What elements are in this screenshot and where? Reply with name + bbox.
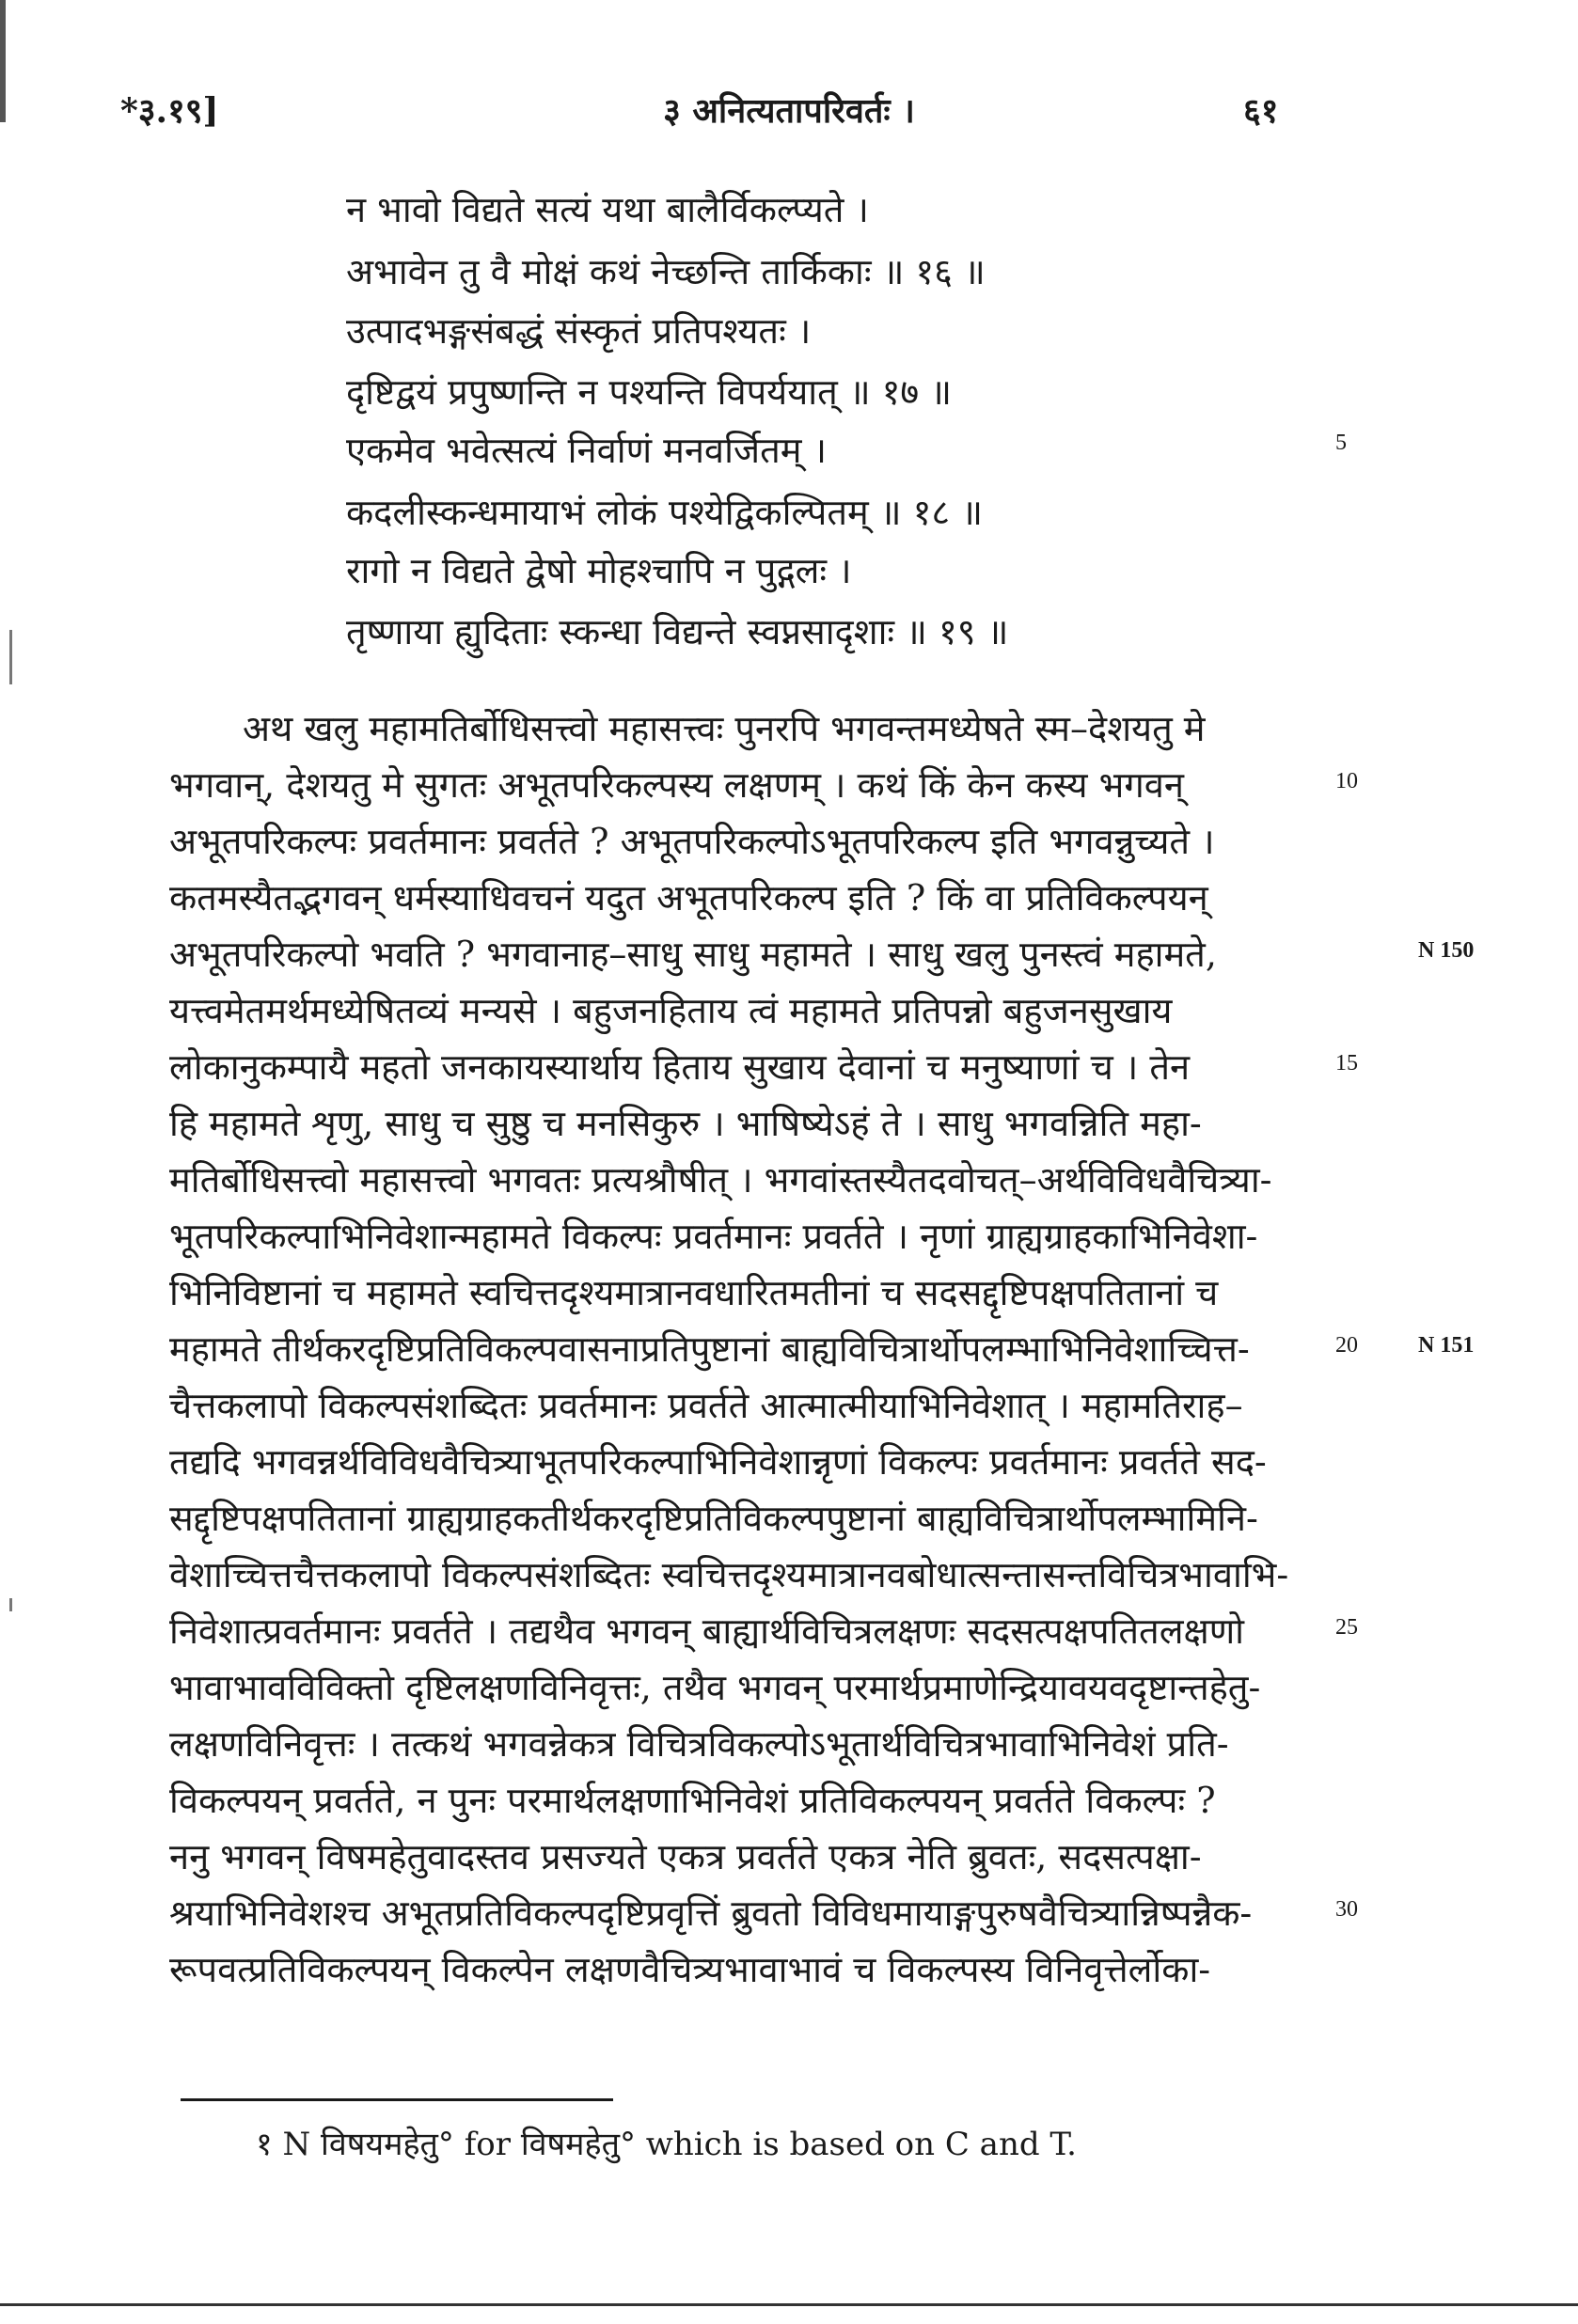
prose-line: वेशाच्चित्तचैत्तकलापो विकल्पसंशब्दितः स्वचित्तदृश्यमात्रानवबोधात्सन्तासन्तविचित्रभावाभि-	[169, 1554, 1289, 1595]
prose-line: तद्यदि भगवन्नर्थविविधवैचित्र्याभूतपरिकल्पाभिनिवेशान्नृणां विकल्पः प्रवर्तमानः प्रवर्तते सद-	[169, 1441, 1267, 1483]
prose-line: अभूतपरिकल्पः प्रवर्तमानः प्रवर्तते ? अभूतपरिकल्पोऽभूतपरिकल्प इति भगवन्नुच्यते ।	[169, 821, 1215, 862]
prose-line: मतिर्बोधिसत्त्वो महासत्त्वो भगवतः प्रत्यश्रौषीत् । भगवांस्तस्यैतदवोचत्–अर्थविविधवैचित्र्या-	[169, 1159, 1272, 1201]
prose-line: अथ खलु महामतिर्बोधिसत्त्वो महासत्त्वः पुनरपि भगवन्तमध्येषते स्म–देशयतु मे	[243, 708, 1206, 749]
prose-line: लोकानुकम्पायै महतो जनकायस्यार्थाय हिताय सुखाय देवानां च मनुष्याणां च । तेन	[169, 1046, 1191, 1088]
prose-line: भगवान्, देशयतु मे सुगतः अभूतपरिकल्पस्य लक्षणम् । कथं किं केन कस्य भगवन्	[169, 764, 1184, 806]
scan-edge-tick	[9, 1598, 12, 1611]
prose-line: यत्त्वमेतमर्थमध्येषितव्यं मन्यसे । बहुजनहिताय त्वं महामते प्रतिपन्नो बहुजनसुखाय	[169, 990, 1173, 1031]
verse-line: न भावो विद्यते सत्यं यथा बालैर्विकल्प्यते ।	[346, 189, 869, 230]
prose-line: विकल्पयन् प्रवर्तते, न पुनः परमार्थलक्षणाभिनिवेशं प्रतिविकल्पयन् प्रवर्तते विकल्पः ?	[169, 1780, 1216, 1821]
chapter-title: ३ अनित्यतापरिवर्तः ।	[663, 91, 915, 131]
prose-line: अभूतपरिकल्पो भवति ? भगवानाह–साधु साधु महामते । साधु खलु पुनस्त्वं महामते,	[169, 934, 1217, 975]
prose-line: श्रयाभिनिवेशश्च अभूतप्रतिविकल्पदृष्टिप्रवृत्तिं ब्रुवतो विविधमायाङ्गपुरुषवैचित्र्यान्निष्पन्नैक-	[169, 1892, 1253, 1934]
prose-line: ननु भगवन् विषमहेतुवादस्तव प्रसज्यते एकत्र प्रवर्तते एकत्र नेति ब्रुवतः, सदसत्पक्षा-	[169, 1836, 1202, 1877]
prose-line: भूतपरिकल्पाभिनिवेशान्महामते विकल्पः प्रवर्तमानः प्रवर्तते । नृणां ग्राह्यग्राहकाभिनिवेशा-	[169, 1216, 1258, 1257]
verse-line: एकमेव भवेत्सत्यं निर्वाणं मनवर्जितम् ।	[346, 430, 827, 471]
verse-line: दृष्टिद्वयं प्रपुष्णन्ति न पश्यन्ति विपर्ययात् ॥ १७ ॥	[346, 371, 953, 413]
verse-line: अभावेन तु वै मोक्षं कथं नेच्छन्ति तार्किकाः ॥ १६ ॥	[346, 251, 986, 292]
prose-line: महामते तीर्थकरदृष्टिप्रतिविकल्पवासनाप्रतिपुष्टानां बाह्यविचित्रार्थोपलम्भाभिनिवेशाच्चित्त-	[169, 1328, 1250, 1370]
prose-line: चैत्तकलापो विकल्पसंशब्दितः प्रवर्तमानः प्रवर्तते आत्मात्मीयाभिनिवेशात् । महामतिराह–	[169, 1385, 1243, 1426]
line-number: 20	[1335, 1333, 1358, 1358]
footnote: १ N विषयमहेतु° for विषमहेतु° which is based on C and T.	[256, 2126, 1077, 2163]
prose-line: कतमस्यैतद्भगवन् धर्मस्याधिवचनं यदुत अभूतपरिकल्प इति ? किं वा प्रतिविकल्पयन्	[169, 877, 1208, 919]
manuscript-page-ref: N 150	[1418, 938, 1475, 963]
line-number: 5	[1335, 431, 1347, 455]
prose-line: भिनिविष्टानां च महामते स्वचित्तदृश्यमात्रानवधारितमतीनां च सदसद्दृष्टिपक्षपतितानां च	[169, 1272, 1219, 1313]
prose-line: रूपवत्प्रतिविकल्पयन् विकल्पेन लक्षणवैचित्र्यभावाभावं च विकल्पस्य विनिवृत्तेर्लोका-	[169, 1949, 1211, 1990]
footnote-rule	[181, 2098, 613, 2101]
prose-line: लक्षणविनिवृत्तः । तत्कथं भगवन्नेकत्र विचित्रविकल्पोऽभूतार्थविचित्रभावाभिनिवेशं प्रति-	[169, 1723, 1229, 1765]
prose-line: हि महामते शृणु, साधु च सुष्ठु च मनसिकुरु । भाषिष्येऽहं ते । साधु भगवन्निति महा-	[169, 1103, 1202, 1144]
line-number: 10	[1335, 769, 1358, 793]
line-number: 30	[1335, 1897, 1358, 1922]
manuscript-page-ref: N 151	[1418, 1333, 1475, 1358]
verse-line: तृष्णाया ह्युदिताः स्कन्धा विद्यन्ते स्वप्नसादृशाः ॥ १९ ॥	[346, 611, 1009, 652]
prose-line: सद्दृष्टिपक्षपतितानां ग्राह्यग्राहकतीर्थकरदृष्टिप्रतिविकल्पपुष्टानां बाह्यविचित्रार्थोपलम्भामिनि-	[169, 1498, 1258, 1539]
prose-line: निवेशात्प्रवर्तमानः प्रवर्तते । तद्यथैव भगवन् बाह्यार्थविचित्रलक्षणः सदसत्पक्षपतितलक्षणो	[169, 1610, 1245, 1652]
scan-edge-tick	[9, 630, 12, 684]
section-reference: *३.१९]	[120, 91, 219, 131]
page-number: ६१	[1243, 91, 1279, 131]
line-number: 15	[1335, 1051, 1358, 1076]
line-number: 25	[1335, 1615, 1358, 1640]
verse-line: उत्पादभङ्गसंबद्धं संस्कृतं प्रतिपश्यतः ।	[346, 310, 812, 352]
verse-line: रागो न विद्यते द्वेषो मोहश्चापि न पुद्गलः ।	[346, 550, 852, 591]
prose-line: भावाभावविविक्तो दृष्टिलक्षणविनिवृत्तः, तथैव भगवन् परमार्थप्रमाणेन्द्रियावयवदृष्टान्तहेतु-	[169, 1667, 1261, 1708]
page-bottom-edge	[0, 2303, 1578, 2306]
verse-line: कदलीस्कन्धमायाभं लोकं पश्येद्विकल्पितम् ॥ १८ ॥	[346, 492, 983, 533]
